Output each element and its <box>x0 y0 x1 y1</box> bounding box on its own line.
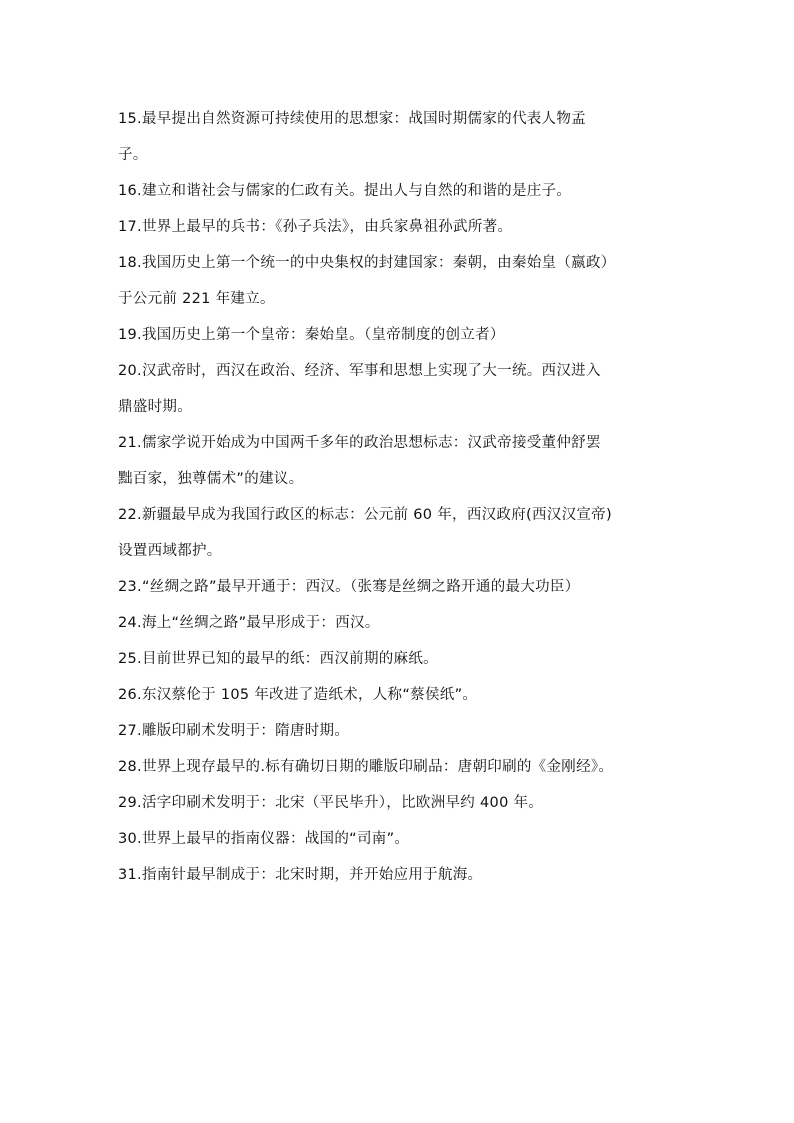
text-line: 于公元前 221 年建立。 <box>118 291 275 307</box>
text-line: 18.我国历史上第一个统一的中央集权的封建国家：秦朝，由秦始皇（嬴政） <box>118 255 616 271</box>
text-line: 25.目前世界已知的最早的纸：西汉前期的麻纸。 <box>118 651 438 667</box>
text-line: 22.新疆最早成为我国行政区的标志：公元前 60 年，西汉政府(西汉汉宣帝) <box>118 507 612 523</box>
text-line: 20.汉武帝时，西汉在政治、经济、军事和思想上实现了大一统。西汉进入 <box>118 363 601 379</box>
text-line: 子。 <box>118 147 148 163</box>
text-line: 15.最早提出自然资源可持续使用的思想家：战国时期儒家的代表人物孟 <box>118 111 586 127</box>
text-line: 16.建立和谐社会与儒家的仁政有关。提出人与自然的和谐的是庄子。 <box>118 183 572 199</box>
text-line: 黜百家，独尊儒术”的建议。 <box>118 471 304 487</box>
text-line: 21.儒家学说开始成为中国两千多年的政治思想标志：汉武帝接受董仲舒罢 <box>118 435 601 451</box>
text-line: 29.活字印刷术发明于：北宋（平民毕升），比欧洲早约 400 年。 <box>118 795 544 811</box>
document-body <box>118 101 718 893</box>
text-line: 设置西域都护。 <box>118 543 222 559</box>
text-line: 27.雕版印刷术发明于：隋唐时期。 <box>118 723 350 739</box>
text-line: 19.我国历史上第一个皇帝：秦始皇。（皇帝制度的创立者） <box>118 327 505 343</box>
text-line: 31.指南针最早制成于：北宋时期，并开始应用于航海。 <box>118 867 483 883</box>
text-line: 26.东汉蔡伦于 105 年改进了造纸术，人称“蔡侯纸”。 <box>118 687 478 703</box>
text-line: 17.世界上最早的兵书：《孙子兵法》，由兵家鼻祖孙武所著。 <box>118 219 513 235</box>
text-line: 23.“丝绸之路”最早开通于：西汉。（张骞是丝绸之路开通的最大功臣） <box>118 579 580 595</box>
text-line: 鼎盛时期。 <box>118 399 192 415</box>
text-line: 28.世界上现存最早的.标有确切日期的雕版印刷品：唐朝印刷的《金刚经》。 <box>118 759 614 775</box>
text-line: 30.世界上最早的指南仪器：战国的“司南”。 <box>118 831 410 847</box>
text-line: 24.海上“丝绸之路”最早形成于：西汉。 <box>118 615 380 631</box>
